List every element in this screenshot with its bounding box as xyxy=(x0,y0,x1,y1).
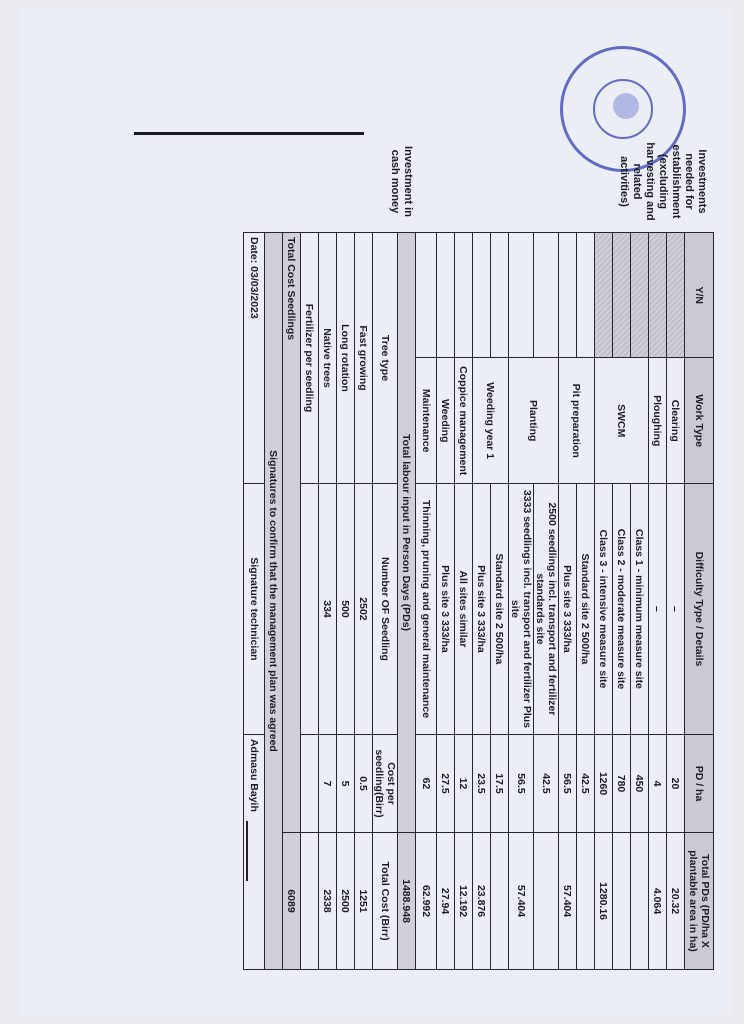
table-row xyxy=(509,233,534,970)
total-cell xyxy=(534,833,559,970)
total-labour-label: Total labour input in Person Days (PDs) xyxy=(398,233,416,833)
total-cell xyxy=(577,833,595,970)
table-row xyxy=(577,233,595,970)
signature-note: Signatures to confirm that the management plan was agreed xyxy=(265,233,283,970)
difficulty-cell: 3333 seedlings incl. transport and fertilizer Plus site xyxy=(509,483,534,734)
pd-cell: 42.5 xyxy=(577,734,595,832)
total-cell xyxy=(613,833,631,970)
pd-cell: 12 xyxy=(455,734,473,832)
difficulty-header: Difficulty Type / Details xyxy=(685,483,714,734)
pd-cell: 42.5 xyxy=(534,734,559,832)
pd-ha-header: PD / ha xyxy=(685,734,714,832)
table-row xyxy=(416,233,437,970)
number-cell: 2502 xyxy=(355,483,373,734)
table-row xyxy=(534,233,559,970)
yn-cell xyxy=(631,233,649,358)
work-type-cell: SWCM xyxy=(595,358,649,483)
pd-cell: 20 xyxy=(667,734,685,832)
handwritten-signature xyxy=(246,821,268,881)
pd-cell: 450 xyxy=(631,734,649,832)
cost-cell: 0.5 xyxy=(355,734,373,832)
cost-cell xyxy=(301,734,319,832)
table-row xyxy=(613,233,631,970)
difficulty-cell: Standard site 2 500/ha xyxy=(577,483,595,734)
difficulty-cell: Plus site 3 333/ha xyxy=(559,483,577,734)
table-row xyxy=(355,233,373,970)
yn-cell xyxy=(649,233,667,358)
yn-cell xyxy=(613,233,631,358)
technician-name xyxy=(244,734,265,969)
labour-header-row xyxy=(685,233,714,970)
difficulty-cell: All sites similar xyxy=(455,483,473,734)
difficulty-cell: 2500 seedlings incl. transport and fertilizer standards site xyxy=(534,483,559,734)
total-cost-row xyxy=(283,233,301,970)
table-row xyxy=(631,233,649,970)
work-type-cell: Weeding xyxy=(437,358,455,483)
total-cost-cell: 2500 xyxy=(337,833,355,970)
yn-cell xyxy=(509,233,534,358)
yn-cell xyxy=(491,233,509,358)
yn-cell xyxy=(577,233,595,358)
total-cell: 62.992 xyxy=(416,833,437,970)
pd-cell: 4 xyxy=(649,734,667,832)
signature-technician-label: Signature technician xyxy=(244,483,265,734)
investment-establishment-label: Investments needed for establishment (excluding harvesting and related activities) xyxy=(618,142,708,221)
total-cell: 1280.16 xyxy=(595,833,613,970)
table-row xyxy=(319,233,337,970)
cost-cell: 5 xyxy=(337,734,355,832)
tree-type-header: Tree type xyxy=(373,233,398,484)
technician-name-text: Admasu Bayih xyxy=(248,738,260,812)
number-cell: 334 xyxy=(319,483,337,734)
number-cell: 500 xyxy=(337,483,355,734)
yn-cell xyxy=(534,233,559,358)
difficulty-cell: – xyxy=(649,483,667,734)
pd-cell: 23.5 xyxy=(473,734,491,832)
yn-cell xyxy=(667,233,685,358)
total-cell: 23.876 xyxy=(473,833,491,970)
table-row xyxy=(559,233,577,970)
total-cost-cell xyxy=(301,833,319,970)
tree-type-cell: Long rotation xyxy=(337,233,355,484)
tree-type-cell: Fertilizer per seedling xyxy=(301,233,319,484)
table-row xyxy=(473,233,491,970)
tree-type-cell: Native trees xyxy=(319,233,337,484)
total-cell xyxy=(491,833,509,970)
difficulty-cell: Plus site 3 333/ha xyxy=(437,483,455,734)
yn-cell xyxy=(455,233,473,358)
date-label: Date: 03/03/2023 xyxy=(244,233,265,484)
yn-cell xyxy=(416,233,437,358)
work-type-cell: Coppice management xyxy=(455,358,473,483)
plan-sheet xyxy=(149,140,714,970)
labour-table xyxy=(243,232,714,970)
investment-cash-label: Investment in cash money xyxy=(389,146,414,217)
pd-cell: 780 xyxy=(613,734,631,832)
work-type-header: Work Type xyxy=(685,358,714,483)
table-row xyxy=(301,233,319,970)
work-type-cell: Pit preparation xyxy=(559,358,595,483)
work-type-cell: Clearing xyxy=(667,358,685,483)
pd-cell: 56.5 xyxy=(559,734,577,832)
total-cost-header: Total Cost (Birr) xyxy=(373,833,398,970)
yn-cell xyxy=(559,233,577,358)
total-labour-value: 1488.948 xyxy=(398,833,416,970)
tree-type-cell: Fast growing xyxy=(355,233,373,484)
total-cell: 20.32 xyxy=(667,833,685,970)
total-cost-value: 6089 xyxy=(283,833,301,970)
difficulty-cell: Class 1 - minimum measure site xyxy=(631,483,649,734)
signature-row xyxy=(244,233,265,970)
total-cost-cell: 2338 xyxy=(319,833,337,970)
difficulty-cell: Class 3 - intensive measure site xyxy=(595,483,613,734)
cost-cell: 7 xyxy=(319,734,337,832)
cost-per-seedling-header: Cost per seedling(Birr) xyxy=(373,734,398,832)
total-cell: 57.404 xyxy=(559,833,577,970)
work-type-cell: Maintenance xyxy=(416,358,437,483)
yn-cell xyxy=(595,233,613,358)
pd-cell: 1260 xyxy=(595,734,613,832)
difficulty-cell: Plus site 3 333/ha xyxy=(473,483,491,734)
total-cell: 12.192 xyxy=(455,833,473,970)
total-cost-label: Total Cost Seedlings xyxy=(283,233,301,833)
table-row xyxy=(437,233,455,970)
pd-cell: 56.5 xyxy=(509,734,534,832)
table-row xyxy=(667,233,685,970)
total-cell: 57.404 xyxy=(509,833,534,970)
yn-cell xyxy=(437,233,455,358)
total-cell: 4.064 xyxy=(649,833,667,970)
table-row xyxy=(491,233,509,970)
total-cost-cell: 1251 xyxy=(355,833,373,970)
work-type-cell: Ploughing xyxy=(649,358,667,483)
stamp-emblem xyxy=(613,93,639,119)
total-pds-header: Total PDs (PD/ha X plantable area in ha) xyxy=(685,833,714,970)
pd-cell: 27.5 xyxy=(437,734,455,832)
pd-cell: 17.5 xyxy=(491,734,509,832)
difficulty-cell: Thinning, pruning and general maintenance xyxy=(416,483,437,734)
difficulty-cell: – xyxy=(667,483,685,734)
yn-header: Y/N xyxy=(685,233,714,358)
total-labour-row xyxy=(398,233,416,970)
difficulty-cell: Standard site 2 500/ha xyxy=(491,483,509,734)
table-row xyxy=(337,233,355,970)
yn-cell xyxy=(473,233,491,358)
number-seedling-header: Number OF Seedling xyxy=(373,483,398,734)
table-row xyxy=(595,233,613,970)
pd-cell: 62 xyxy=(416,734,437,832)
total-cell: 27.94 xyxy=(437,833,455,970)
table-row xyxy=(455,233,473,970)
difficulty-cell: Class 2 - moderate measure site xyxy=(613,483,631,734)
table-row xyxy=(649,233,667,970)
total-cell xyxy=(631,833,649,970)
work-type-cell: Weeding year 1 xyxy=(473,358,509,483)
number-cell xyxy=(301,483,319,734)
cash-header-row xyxy=(373,233,398,970)
work-type-cell: Planting xyxy=(509,358,559,483)
